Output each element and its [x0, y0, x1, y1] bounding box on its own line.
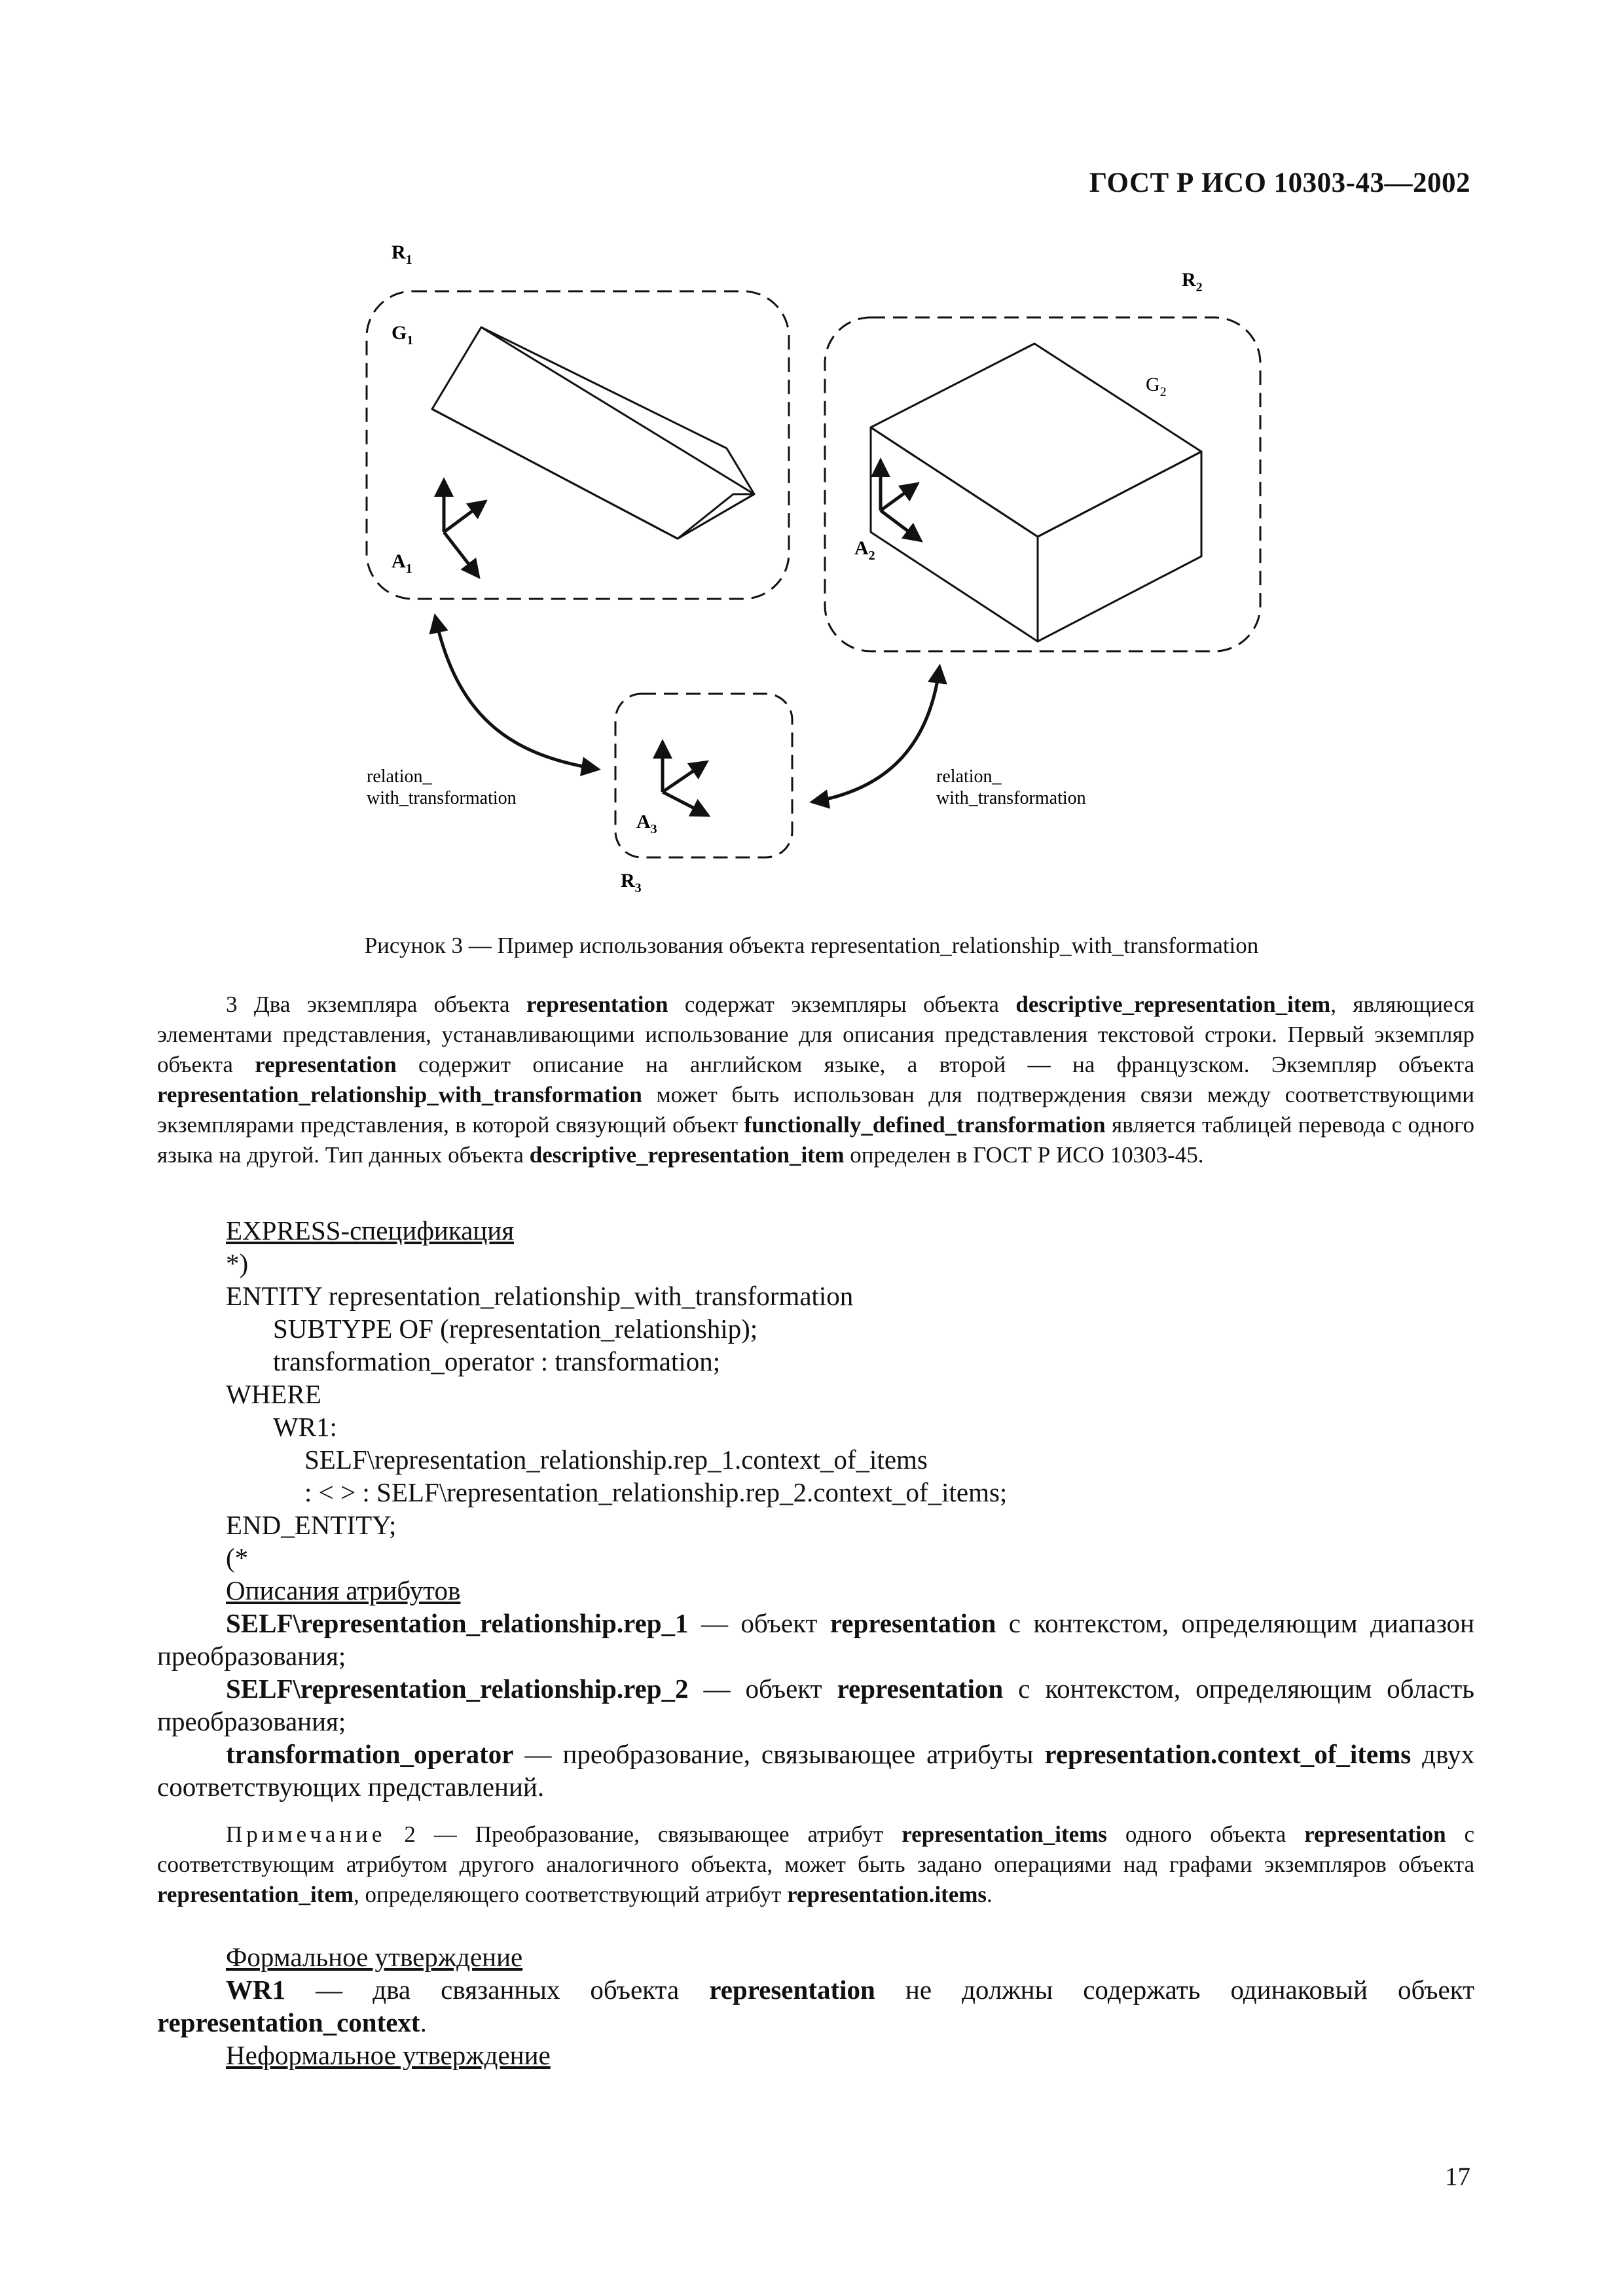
attribute-transformation-operator: transformation_operator — преобразование, связывающее атрибуты representation.context_of_items двух соответствующих представлений.	[157, 1739, 1474, 1802]
label-right-relation-1: relation_	[936, 766, 1002, 787]
express-line: : < > : SELF\representation_relationship.rep_2.context_of_items;	[304, 1477, 1008, 1507]
example-3-paragraph: 3 Два экземпляра объекта representation содержат экземпляры объекта descriptive_representation_item, являющиеся элементами представления, устанавливающими использование для описания представления текстовой строки. Первый экземпляр объекта representation содержит описание на английском языке, а второй — на французском. Экземпляр объекта representation_relationship_with_transformation может быть использован для подтверждения связи между соответствующими экземплярами представления, в которой связующий объект functionally_defined_transformation является таблицей перевода с одного языка на другой. Тип данных объекта descriptive_representation_item определен в ГОСТ Р ИСО 10303-45.	[157, 992, 1475, 1168]
label-g1: $G_1$	[392, 322, 414, 348]
figure-3-diagram	[327, 219, 1349, 913]
label-a1: $A_1$	[392, 550, 412, 576]
express-heading: EXPRESS-спецификация	[226, 1215, 515, 1246]
document-header: ГОСТ Р ИСО 10303-43—2002	[1089, 168, 1470, 198]
express-specification	[226, 1214, 1470, 1574]
express-line: SELF\representation_relationship.rep_1.context_of_items	[304, 1444, 928, 1475]
note-2: Примечание 2 — Преобразование, связывающее атрибут representation_items одного объекта representation с соответствующим атрибутом другого аналогичного объекта, может быть задано операциями над графами экземпляров объекта representation_item, определяющего соответствующий атрибут representation.items.	[157, 1821, 1475, 1907]
r1-frame	[367, 291, 789, 599]
axes-a2	[881, 461, 920, 540]
axes-a1	[444, 481, 484, 576]
formal-statement-heading: Формальное утверждение	[226, 1942, 523, 1972]
label-r1: $R_1$	[392, 242, 412, 267]
express-line: END_ENTITY;	[226, 1510, 397, 1540]
label-left-relation-2: with_transformation	[367, 788, 517, 808]
label-a2: $A_2$	[854, 537, 875, 563]
r2-frame	[825, 317, 1260, 651]
attributes-heading: Описания атрибутов	[226, 1575, 461, 1605]
express-line: WHERE	[226, 1379, 321, 1409]
relation-arrow-left	[435, 617, 597, 769]
axes-a3	[663, 743, 707, 815]
label-r2: $R_2$	[1182, 269, 1203, 295]
express-line: *)	[226, 1248, 249, 1278]
page-number: 17	[1445, 2162, 1470, 2191]
attribute-rep-1: SELF\representation_relationship.rep_1 — объект representation с контекстом, определяющим диапазон преобразования;	[157, 1608, 1474, 1671]
formal-statement-wr1: WR1 — два связанных объекта representation не должны содержать одинаковый объект representation_context.	[157, 1975, 1474, 2037]
label-left-relation-1: relation_	[367, 766, 432, 787]
r3-frame	[615, 694, 792, 857]
express-line: WR1:	[273, 1412, 337, 1442]
label-right-relation-2: with_transformation	[936, 788, 1086, 808]
figure-caption: Рисунок 3 — Пример использования объекта representation_relationship_with_transformation	[364, 933, 1259, 958]
express-line: (*	[226, 1543, 249, 1573]
label-g2: $G_2$	[1146, 374, 1167, 399]
label-r3: $R_3$	[621, 870, 642, 895]
informal-statement-heading: Неформальное утверждение	[226, 2040, 551, 2070]
relation-arrow-right	[813, 668, 939, 802]
attribute-rep-2: SELF\representation_relationship.rep_2 — объект representation с контекстом, определяющим область преобразования;	[157, 1674, 1474, 1736]
express-line: transformation_operator : transformation;	[273, 1346, 721, 1376]
express-line: SUBTYPE OF (representation_relationship);	[273, 1314, 758, 1344]
label-a3: $A_3$	[636, 811, 657, 836]
express-line: ENTITY representation_relationship_with_transformation	[226, 1281, 854, 1311]
